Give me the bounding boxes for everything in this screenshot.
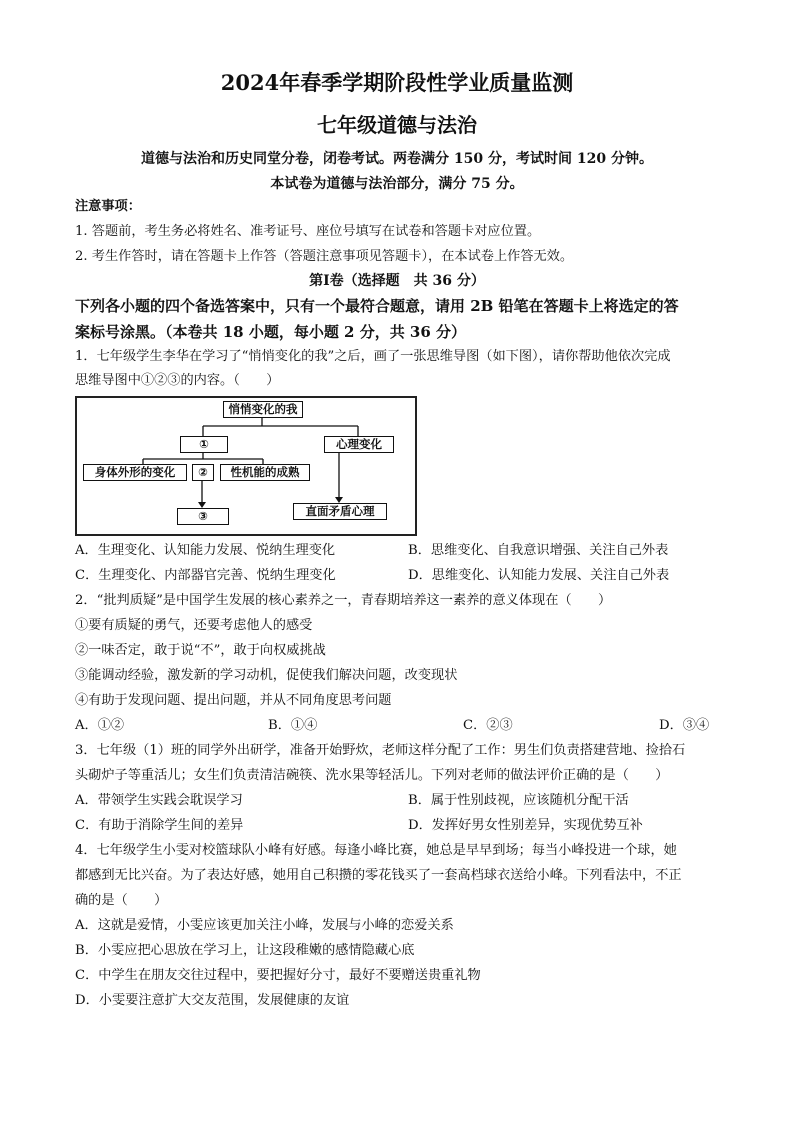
- exam-title: 2024年春季学期阶段性学业质量监测: [220, 70, 574, 95]
- q3-stem-line-1: 3．七年级（1）班的同学外出研学，准备开始野炊，老师这样分配了工作：男生们负责搭建营地、捡拾石: [75, 743, 686, 758]
- q1-option-d: D．思维变化、认知能力发展、关注自己外表: [408, 568, 670, 583]
- exam-subtitle: 七年级道德与法治: [317, 113, 477, 137]
- q2-item-3: ③能调动经验，激发新的学习动机，促使我们解决问题，改变现状: [75, 668, 458, 683]
- q1-stem-line-1: 1．七年级学生李华在学习了“悄悄变化的我”之后，画了一张思维导图（如下图），请你帮助他依次完成: [75, 349, 671, 364]
- q2-option-c: C．②③: [463, 718, 513, 733]
- node-blank-3: ③: [177, 508, 229, 525]
- q4-stem-line-3: 确的是（ ）: [75, 893, 168, 908]
- node-blank-2: ②: [192, 464, 214, 481]
- q4-option-c: C．中学生在朋友交往过程中，要把握好分寸，最好不要赠送贵重礼物: [75, 968, 481, 983]
- q4-option-a: A．这就是爱情，小雯应该更加关注小峰，发展与小峰的恋爱关系: [75, 918, 454, 933]
- node-body-change: 身体外形的变化: [83, 464, 187, 481]
- q4-option-d: D．小雯要注意扩大交友范围，发展健康的友谊: [75, 993, 350, 1008]
- mind-map-diagram: [75, 396, 417, 536]
- node-face-conflict: 直面矛盾心理: [293, 503, 387, 520]
- node-psych-change: 心理变化: [324, 436, 394, 453]
- q4-stem-line-2: 都感到无比兴奋。为了表达好感，她用自己积攒的零花钱买了一套高档球衣送给小峰。下列看法中，不正: [75, 868, 682, 883]
- node-sex-maturity: 性机能的成熟: [220, 464, 310, 481]
- q3-stem-line-2: 头砌炉子等重活儿；女生们负责清洁碗筷、洗水果等轻活儿。下列对老师的做法评价正确的是（ ）: [75, 768, 669, 783]
- q4-stem-line-1: 4．七年级学生小雯对校篮球队小峰有好感。每逢小峰比赛，她总是早早到场；每当小峰投进一个球，她: [75, 843, 677, 858]
- q2-stem: 2．“批判质疑”是中国学生发展的核心素养之一，青春期培养这一素养的意义体现在（ ）: [75, 593, 612, 608]
- q4-option-b: B．小雯应把心思放在学习上，让这段稚嫩的感情隐藏心底: [75, 943, 415, 958]
- q2-option-a: A．①②: [75, 718, 125, 733]
- q1-stem-line-2: 思维导图中①②③的内容。（ ）: [75, 373, 280, 388]
- q2-option-d: D．③④: [659, 718, 710, 733]
- exam-info-line-1: 道德与法治和历史同堂分卷，闭卷考试。两卷满分 150 分，考试时间 120 分钟。: [141, 151, 653, 167]
- node-blank-1: ①: [180, 436, 228, 453]
- q3-option-b: B．属于性别歧视，应该随机分配干活: [408, 793, 629, 808]
- q3-option-a: A．带领学生实践会耽误学习: [75, 793, 243, 808]
- note-item-2: 2. 考生作答时，请在答题卡上作答（答题注意事项见答题卡），在本试卷上作答无效。: [75, 249, 574, 264]
- q2-item-4: ④有助于发现问题、提出问题，并从不同角度思考问题: [75, 693, 392, 708]
- node-root: 悄悄变化的我: [223, 401, 303, 418]
- q2-option-b: B．①④: [268, 718, 318, 733]
- q3-option-c: C．有助于消除学生间的差异: [75, 818, 244, 833]
- exam-info-line-2: 本试卷为道德与法治部分，满分 75 分。: [270, 176, 524, 192]
- q1-option-b: B．思维变化、自我意识增强、关注自己外表: [408, 543, 669, 558]
- section-heading: 第Ⅰ卷（选择题 共 36 分）: [309, 273, 485, 289]
- section-instruction-2: 案标号涂黑。（本卷共 18 小题，每小题 2 分，共 36 分）: [75, 323, 467, 341]
- section-instruction-1: 下列各小题的四个备选答案中，只有一个最符合题意，请用 2B 铅笔在答题卡上将选定的答: [75, 297, 679, 315]
- q1-option-c: C．生理变化、内部器官完善、悦纳生理变化: [75, 568, 336, 583]
- q2-item-2: ②一味否定，敢于说“不”，敢于向权威挑战: [75, 643, 326, 658]
- notes-heading: 注意事项：: [75, 199, 141, 214]
- q2-item-1: ①要有质疑的勇气，还要考虑他人的感受: [75, 618, 313, 633]
- q3-option-d: D．发挥好男女性别差异，实现优势互补: [408, 818, 643, 833]
- q1-option-a: A．生理变化、认知能力发展、悦纳生理变化: [75, 543, 336, 558]
- note-item-1: 1. 答题前，考生务必将姓名、准考证号、座位号填写在试卷和答题卡对应位置。: [75, 224, 541, 239]
